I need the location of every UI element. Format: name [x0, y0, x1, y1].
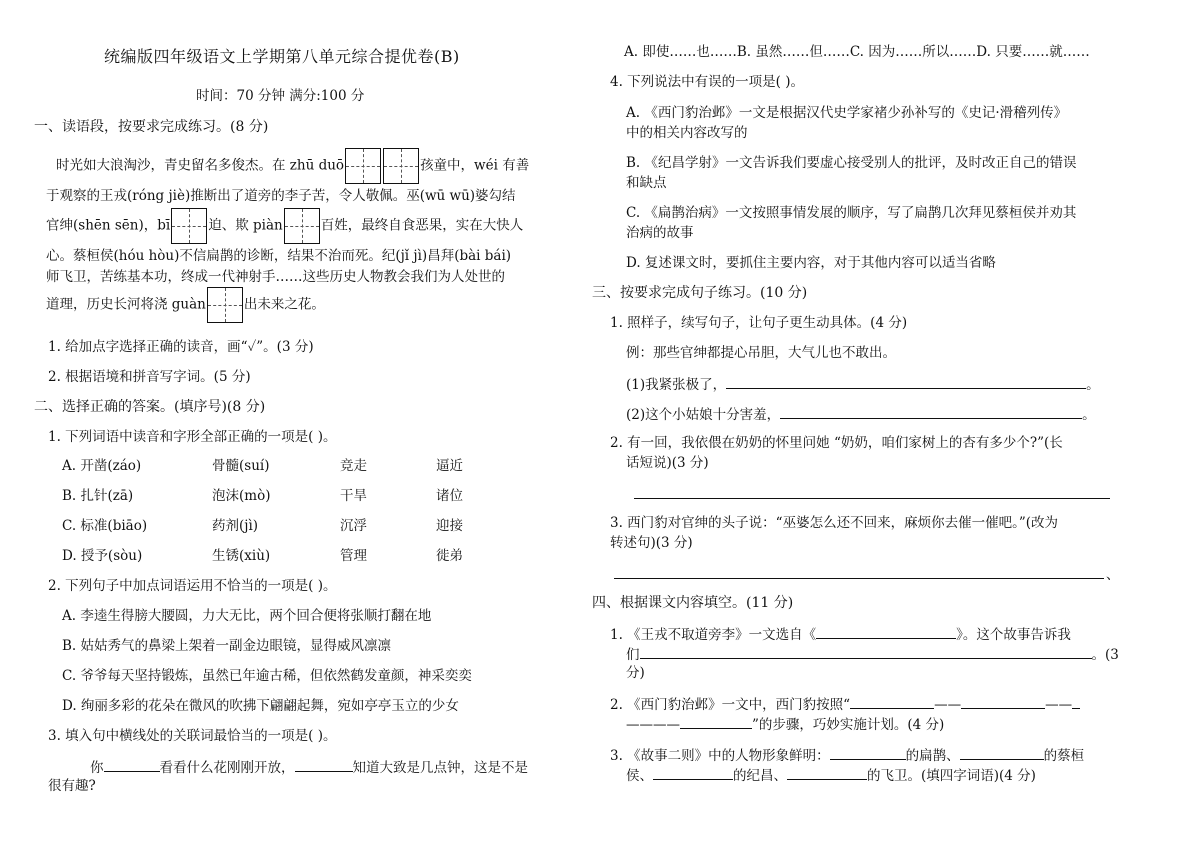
passage-line-3 — [46, 208, 523, 244]
blank-line[interactable] — [680, 714, 752, 729]
s2-question-3-sentence-end: 很有趣? — [48, 778, 96, 794]
option-cell: 骨髓(suí) — [212, 458, 270, 474]
q4-option-c-line-2: 治病的故事 — [626, 225, 694, 241]
s3-answer-2 — [626, 404, 1096, 424]
option-cell: D. 授予(sòu) — [62, 548, 143, 564]
s2-question-4: 4. 下列说法中有误的一项是( )。 — [610, 74, 804, 90]
question-text: 的扁鹊、 — [905, 748, 960, 764]
option-cell: 沉浮 — [340, 518, 367, 534]
q4-option-c-line-1: C. 《扁鹊治病》一文按照事情发展的顺序，写了扁鹊几次拜见蔡桓侯并劝其 — [626, 205, 1077, 221]
s2-q3-options: A. 即使……也……B. 虽然……但……C. 因为……所以……D. 只要……就…… — [624, 44, 1090, 60]
s4-question-2-line-2 — [626, 714, 944, 734]
blank-line[interactable] — [816, 624, 956, 639]
s3-answer-1 — [626, 374, 1100, 394]
option-cell: 逼近 — [436, 458, 463, 474]
answer-prefix: (2)这个小姑娘十分害羞， — [626, 407, 781, 423]
passage-text: 百姓，最终自食恶果，实在大快人 — [320, 217, 524, 234]
passage-line-1 — [56, 148, 529, 184]
s4-question-1-line-2 — [626, 644, 1119, 664]
option-line: C. 爷爷每天坚持锻炼，虽然已年逾古稀，但依然鹤发童颜，神采奕奕 — [62, 668, 472, 684]
option-cell: 徙弟 — [436, 548, 463, 564]
tianzige-box-zhuduo[interactable] — [344, 148, 420, 184]
q4-option-b-line-2: 和缺点 — [626, 175, 667, 191]
s3-question-2-line-2: 话短说)(3 分) — [626, 455, 709, 471]
question-text: ”的步骤，巧妙实施计划。(4 分) — [752, 717, 945, 733]
blank-line[interactable] — [787, 765, 867, 780]
s3-q3-end-mark: 、 — [1106, 567, 1120, 583]
blank-line[interactable] — [640, 644, 1092, 659]
section-3-heading: 三、按要求完成句子练习。(10 分) — [592, 285, 808, 301]
question-text: 的飞卫。(填四字词语)(4 分) — [867, 768, 1036, 784]
period: 。 — [1086, 377, 1100, 393]
question-text: 。(3 — [1091, 647, 1119, 663]
q4-option-b-line-1: B. 《纪昌学射》一文告诉我们要虚心接受别人的批评，及时改正自己的错误 — [626, 155, 1077, 171]
answer-line[interactable] — [780, 404, 1082, 419]
passage-line-4: 心。蔡桓侯(hóu hòu)不信扁鹊的诊断，结果不治而死。纪(jǐ jì)昌拜(bài bái) — [46, 248, 512, 264]
blank-line[interactable] — [104, 757, 160, 772]
question-text: 的蔡桓 — [1043, 748, 1085, 764]
blank-line[interactable] — [960, 745, 1044, 760]
passage-line-2: 于观察的王戎(róng jiè)推断出了道旁的李子苦，令人敬佩。巫(wū wū)婆勾结 — [46, 188, 516, 204]
s4-question-3-line-2 — [626, 765, 1036, 785]
question-text: 侯、 — [626, 768, 653, 784]
s4-question-2-line-1 — [610, 694, 1080, 714]
answer-line[interactable] — [634, 498, 1110, 499]
question-text: 的纪昌、 — [733, 768, 787, 784]
q4-option-d: D. 复述课文时，要抓住主要内容，对于其他内容可以适当省略 — [626, 255, 996, 271]
option-cell: 诸位 — [436, 488, 463, 504]
option-cell: 生锈(xiù) — [212, 548, 271, 564]
passage-line-6 — [46, 287, 325, 323]
question-text: 》。这个故事告诉我 — [956, 627, 1071, 643]
page-title: 统编版四年级语文上学期第八单元综合提优卷(B) — [104, 47, 460, 66]
option-cell: 泡沫(mò) — [212, 488, 271, 504]
question-text: 1. 《王戎不取道旁李》一文选自《 — [610, 627, 817, 643]
answer-prefix: (1)我紧张极了， — [626, 377, 727, 393]
sentence-text: 看看什么花刚刚开放， — [159, 760, 295, 776]
dash: ———— — [626, 717, 680, 733]
answer-line[interactable] — [726, 374, 1086, 389]
s1-question-2: 2. 根据语境和拼音写字词。(5 分) — [48, 369, 251, 385]
blank-line[interactable] — [961, 694, 1045, 709]
blank-line[interactable] — [1072, 694, 1080, 709]
option-cell: 管理 — [340, 548, 367, 564]
sentence-text: 知道大致是几点钟，这是不是 — [352, 760, 528, 776]
option-cell: A. 开凿(záo) — [62, 458, 142, 474]
exam-info: 时间：70 分钟 满分:100 分 — [196, 88, 365, 104]
question-text: 3. 《故事二则》中的人物形象鲜明： — [610, 748, 830, 764]
option-cell: C. 标准(biāo) — [62, 518, 148, 534]
s3-question-3-line-2: 转述句)(3 分) — [610, 535, 693, 551]
option-cell: 竞走 — [340, 458, 367, 474]
tianzige-box-bi[interactable] — [171, 208, 207, 244]
s2-question-3: 3. 填入句中横线处的关联词最恰当的一项是( )。 — [48, 728, 337, 744]
option-cell: 药剂(jì) — [212, 518, 259, 534]
passage-text: 时光如大浪淘沙，青史留名多俊杰。在 zhū duō — [56, 157, 345, 174]
s2-question-2: 2. 下列句子中加点词语运用不恰当的一项是( )。 — [48, 578, 337, 594]
question-text: 们 — [626, 647, 640, 663]
s4-question-1-line-3: 分) — [626, 665, 645, 681]
s2-question-1: 1. 下列词语中读音和字形全部正确的一项是( )。 — [48, 429, 337, 445]
s2-question-3-sentence — [90, 757, 528, 777]
option-line: B. 姑姑秀气的鼻梁上架着一副金边眼镜，显得威风凛凛 — [62, 638, 392, 654]
period: 。 — [1082, 407, 1096, 423]
section-4-heading: 四、根据课文内容填空。(11 分) — [592, 595, 794, 611]
s3-question-3-line-1: 3. 西门豹对官绅的头子说：“巫婆怎么还不回来，麻烦你去催一催吧。”(改为 — [610, 515, 1058, 531]
option-cell: 迎接 — [436, 518, 463, 534]
passage-line-5: 师飞卫，苦练基本功，终成一代神射手……这些历史人物教会我们为人处世的 — [46, 269, 505, 285]
option-line: D. 绚丽多彩的花朵在微风的吹拂下翩翩起舞，宛如亭亭玉立的少女 — [62, 698, 459, 714]
s3-question-2-line-1: 2. 有一回，我依偎在奶奶的怀里问她 “奶奶，咱们家树上的杏有多少个?”(长 — [610, 435, 1063, 451]
question-text: 2. 《西门豹治邺》一文中，西门豹按照“ — [610, 697, 851, 713]
answer-line[interactable] — [614, 578, 1104, 579]
passage-text: 官绅(shēn sēn)，bī — [46, 217, 171, 234]
option-cell: 干旱 — [340, 488, 367, 504]
s1-question-1: 1. 给加点字选择正确的读音，画“✓”。(3 分) — [48, 339, 314, 355]
dash: —— — [934, 697, 962, 713]
tianzige-box-pian[interactable] — [284, 208, 320, 244]
q4-option-a-line-2: 中的相关内容改写的 — [626, 125, 748, 141]
s3-question-1: 1. 照样子，续写句子，让句子更生动具体。(4 分) — [610, 315, 908, 331]
section-1-heading: 一、读语段，按要求完成练习。(8 分) — [34, 119, 269, 135]
passage-text: 道理，历史长河将浇 guàn — [46, 296, 206, 313]
blank-line[interactable] — [653, 765, 733, 780]
passage-text: 孩童中，wéi 有善 — [420, 157, 530, 174]
s4-question-1-line-1 — [610, 624, 1071, 644]
option-line: A. 李逵生得膀大腰圆，力大无比，两个回合便将张顺打翻在地 — [62, 608, 432, 624]
blank-line[interactable] — [850, 694, 934, 709]
option-cell: B. 扎针(zā) — [62, 488, 134, 504]
blank-line[interactable] — [830, 745, 906, 760]
dash: —— — [1045, 697, 1073, 713]
s4-question-3-line-1 — [610, 745, 1084, 765]
sentence-text: 你 — [90, 760, 104, 776]
blank-line[interactable] — [295, 757, 353, 772]
q4-option-a-line-1: A. 《西门豹治邺》一文是根据汉代史学家褚少孙补写的《史记·滑稽列传》 — [626, 105, 1068, 121]
tianzige-box-guan[interactable] — [207, 287, 243, 323]
passage-text: 迫、欺 piàn — [208, 217, 283, 234]
section-2-heading: 二、选择正确的答案。(填序号)(8 分) — [34, 399, 266, 415]
s3-example: 例：那些官绅都提心吊胆，大气儿也不敢出。 — [626, 345, 896, 361]
passage-text: 出未来之花。 — [243, 296, 325, 313]
